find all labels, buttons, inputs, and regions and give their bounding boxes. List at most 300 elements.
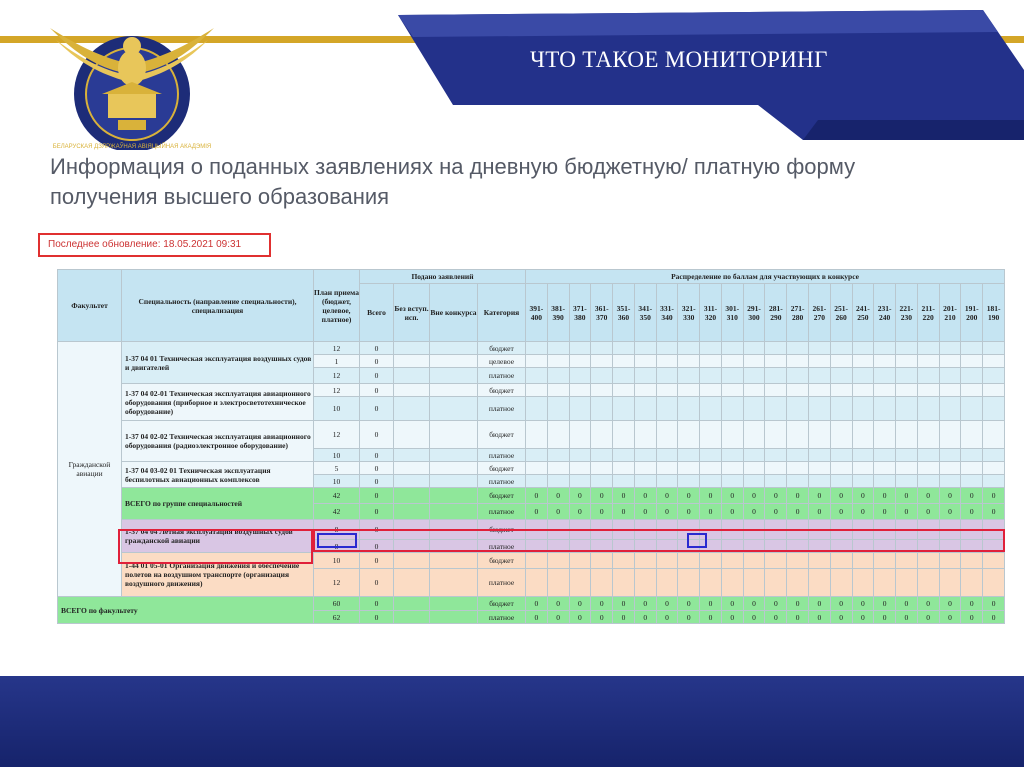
score-cell — [852, 449, 874, 462]
score-cell — [808, 397, 830, 421]
score-range-header: 391-400 — [526, 284, 548, 342]
score-cell — [526, 368, 548, 384]
score-range-header: 261-270 — [808, 284, 830, 342]
score-cell — [896, 384, 918, 397]
score-range-header: 211-220 — [917, 284, 939, 342]
score-cell: 0 — [896, 504, 918, 520]
plan-cell: 5 — [314, 462, 360, 475]
score-cell: 0 — [591, 488, 613, 504]
score-cell: 0 — [983, 611, 1005, 624]
score-cell — [526, 384, 548, 397]
col-category-header: Категория — [478, 284, 526, 342]
score-cell — [765, 355, 787, 368]
col-noexam-header: Без вступ. исп. — [394, 284, 430, 342]
score-cell — [591, 449, 613, 462]
score-cell — [613, 355, 635, 368]
score-cell — [569, 397, 591, 421]
score-cell — [852, 368, 874, 384]
specialty-cell: 1-37 04 02-02 Техническая эксплуатация авиационного оборудования (радиоэлектронное оборудование) — [122, 421, 314, 462]
score-cell — [721, 449, 743, 462]
score-range-header: 221-230 — [896, 284, 918, 342]
score-cell — [808, 355, 830, 368]
score-cell: 0 — [547, 611, 569, 624]
score-cell — [526, 462, 548, 475]
score-cell — [634, 553, 656, 569]
score-cell — [547, 449, 569, 462]
score-cell — [743, 368, 765, 384]
specialty-cell: ВСЕГО по группе специальностей — [122, 488, 314, 520]
score-cell — [787, 569, 809, 597]
plan-cell: 12 — [314, 421, 360, 449]
score-cell: 0 — [700, 597, 722, 611]
score-cell — [656, 397, 678, 421]
col-outside-header: Вне конкурса — [430, 284, 478, 342]
outside-cell — [430, 462, 478, 475]
score-cell — [983, 449, 1005, 462]
category-cell: бюджет — [478, 384, 526, 397]
header-banner — [398, 10, 1024, 140]
outside-cell — [430, 475, 478, 488]
score-cell — [939, 462, 961, 475]
score-cell — [591, 397, 613, 421]
score-cell — [678, 355, 700, 368]
score-cell — [678, 569, 700, 597]
score-cell — [808, 569, 830, 597]
score-cell: 0 — [939, 488, 961, 504]
score-cell — [939, 368, 961, 384]
footer-band — [0, 676, 1024, 767]
score-cell — [700, 355, 722, 368]
plan-cell: 10 — [314, 475, 360, 488]
score-cell — [983, 421, 1005, 449]
score-cell — [547, 569, 569, 597]
outside-cell — [430, 368, 478, 384]
score-cell — [656, 462, 678, 475]
score-cell — [961, 421, 983, 449]
score-cell — [787, 342, 809, 355]
category-cell: платное — [478, 569, 526, 597]
score-cell: 0 — [656, 597, 678, 611]
score-cell: 0 — [808, 611, 830, 624]
score-cell: 0 — [961, 597, 983, 611]
total-cell: 0 — [360, 449, 394, 462]
score-cell: 0 — [983, 504, 1005, 520]
heading-line-1: Информация о поданных заявлениях на дневную бюджетную/ платную форму — [50, 154, 856, 179]
highlight-row-box — [313, 529, 1005, 552]
score-cell — [808, 421, 830, 449]
score-cell — [721, 421, 743, 449]
score-cell — [656, 449, 678, 462]
score-cell — [613, 569, 635, 597]
score-cell — [613, 553, 635, 569]
score-cell — [852, 462, 874, 475]
emblem-text: БЕЛАРУСКАЯ ДЗЯРЖАЎНАЯ АВІЯЦЫЙНАЯ АКАДЭМІЯ — [52, 144, 212, 150]
score-cell — [547, 421, 569, 449]
score-cell — [613, 475, 635, 488]
outside-cell — [430, 384, 478, 397]
score-cell: 0 — [547, 504, 569, 520]
score-cell — [787, 368, 809, 384]
score-cell — [656, 421, 678, 449]
score-cell: 0 — [526, 597, 548, 611]
score-cell — [787, 397, 809, 421]
score-cell — [547, 368, 569, 384]
outside-cell — [430, 611, 478, 624]
score-cell: 0 — [613, 504, 635, 520]
score-cell: 0 — [591, 597, 613, 611]
score-cell — [808, 342, 830, 355]
plan-cell: 12 — [314, 368, 360, 384]
score-cell — [613, 342, 635, 355]
score-cell: 0 — [808, 488, 830, 504]
score-cell: 0 — [787, 597, 809, 611]
score-cell — [721, 569, 743, 597]
score-range-header: 271-280 — [787, 284, 809, 342]
col-specialty-header: Специальность (направление специальности), специализация — [122, 270, 314, 342]
score-cell — [917, 462, 939, 475]
plan-cell: 8 — [314, 520, 360, 540]
category-cell: целевое — [478, 355, 526, 368]
score-cell: 0 — [678, 597, 700, 611]
score-cell — [591, 355, 613, 368]
score-cell — [896, 569, 918, 597]
score-cell — [613, 421, 635, 449]
score-cell — [569, 475, 591, 488]
score-cell — [569, 355, 591, 368]
score-range-header: 331-340 — [656, 284, 678, 342]
score-cell — [830, 569, 852, 597]
score-cell — [961, 384, 983, 397]
score-cell — [743, 475, 765, 488]
score-cell — [896, 355, 918, 368]
score-cell — [874, 553, 896, 569]
score-cell — [613, 397, 635, 421]
score-cell — [830, 384, 852, 397]
noexam-cell — [394, 462, 430, 475]
score-cell — [613, 384, 635, 397]
score-cell — [700, 384, 722, 397]
score-cell: 0 — [591, 504, 613, 520]
score-cell — [896, 449, 918, 462]
score-cell — [526, 553, 548, 569]
score-cell: 0 — [852, 488, 874, 504]
table-row — [58, 384, 1005, 397]
category-cell: бюджет — [478, 488, 526, 504]
score-cell — [787, 449, 809, 462]
score-cell: 0 — [634, 597, 656, 611]
score-cell — [917, 553, 939, 569]
plan-cell: 10 — [314, 553, 360, 569]
score-cell — [874, 397, 896, 421]
score-cell — [830, 397, 852, 421]
score-cell — [547, 475, 569, 488]
score-cell: 0 — [874, 488, 896, 504]
score-cell — [721, 342, 743, 355]
score-cell — [917, 397, 939, 421]
category-cell: платное — [478, 475, 526, 488]
score-cell: 0 — [830, 611, 852, 624]
score-cell — [591, 553, 613, 569]
score-cell — [678, 462, 700, 475]
score-cell — [678, 368, 700, 384]
page-section-title: ЧТО ТАКОЕ МОНИТОРИНГ — [530, 47, 828, 72]
score-cell — [569, 553, 591, 569]
plan-cell: 1 — [314, 355, 360, 368]
score-cell — [787, 475, 809, 488]
score-cell: 0 — [874, 611, 896, 624]
score-cell — [678, 553, 700, 569]
score-range-header: 381-390 — [547, 284, 569, 342]
score-cell — [547, 342, 569, 355]
score-cell — [634, 462, 656, 475]
category-cell: платное — [478, 611, 526, 624]
score-cell — [547, 462, 569, 475]
score-cell: 0 — [874, 597, 896, 611]
category-cell: бюджет — [478, 597, 526, 611]
score-cell: 0 — [765, 611, 787, 624]
noexam-cell — [394, 397, 430, 421]
score-cell — [830, 368, 852, 384]
score-cell — [526, 342, 548, 355]
score-cell — [526, 421, 548, 449]
score-range-header: 201-210 — [939, 284, 961, 342]
score-cell — [961, 449, 983, 462]
score-cell — [787, 355, 809, 368]
score-cell — [721, 475, 743, 488]
score-cell — [526, 449, 548, 462]
score-cell — [569, 569, 591, 597]
score-cell — [961, 355, 983, 368]
score-cell: 0 — [743, 488, 765, 504]
outside-cell — [430, 342, 478, 355]
score-cell — [961, 342, 983, 355]
score-cell — [830, 553, 852, 569]
score-cell: 0 — [700, 611, 722, 624]
score-cell — [591, 462, 613, 475]
score-cell — [874, 462, 896, 475]
total-cell: 0 — [360, 355, 394, 368]
score-cell — [765, 384, 787, 397]
noexam-cell — [394, 475, 430, 488]
score-cell — [678, 384, 700, 397]
score-cell — [743, 342, 765, 355]
category-cell: платное — [478, 397, 526, 421]
score-cell — [983, 553, 1005, 569]
score-cell — [634, 368, 656, 384]
category-cell: платное — [478, 540, 526, 553]
score-cell: 0 — [743, 597, 765, 611]
score-cell — [874, 342, 896, 355]
score-cell — [613, 368, 635, 384]
noexam-cell — [394, 355, 430, 368]
score-cell — [678, 397, 700, 421]
score-cell — [678, 342, 700, 355]
score-cell — [743, 421, 765, 449]
score-cell — [808, 449, 830, 462]
score-cell: 0 — [721, 611, 743, 624]
specialty-cell: 1-37 04 01 Техническая эксплуатация воздушных судов и двигателей — [122, 342, 314, 384]
total-cell: 0 — [360, 520, 394, 540]
score-cell — [939, 449, 961, 462]
score-cell — [634, 397, 656, 421]
score-cell — [700, 421, 722, 449]
score-cell — [700, 397, 722, 421]
score-cell — [765, 342, 787, 355]
score-cell: 0 — [721, 488, 743, 504]
score-cell — [765, 553, 787, 569]
score-cell — [591, 384, 613, 397]
score-cell: 0 — [547, 488, 569, 504]
score-cell: 0 — [613, 597, 635, 611]
score-cell — [634, 384, 656, 397]
score-cell — [634, 475, 656, 488]
outside-cell — [430, 553, 478, 569]
total-cell: 0 — [360, 368, 394, 384]
noexam-cell — [394, 611, 430, 624]
noexam-cell — [394, 504, 430, 520]
score-cell — [961, 475, 983, 488]
score-cell: 0 — [569, 488, 591, 504]
category-cell: платное — [478, 368, 526, 384]
score-cell — [721, 553, 743, 569]
total-cell: 0 — [360, 462, 394, 475]
score-cell — [765, 421, 787, 449]
score-cell — [917, 449, 939, 462]
plan-cell: 12 — [314, 342, 360, 355]
score-cell — [983, 475, 1005, 488]
score-cell — [765, 449, 787, 462]
total-cell: 0 — [360, 384, 394, 397]
score-cell — [743, 355, 765, 368]
score-cell — [939, 569, 961, 597]
score-cell — [721, 397, 743, 421]
score-cell — [896, 397, 918, 421]
noexam-cell — [394, 384, 430, 397]
score-cell — [983, 368, 1005, 384]
score-cell — [721, 462, 743, 475]
score-cell — [961, 462, 983, 475]
score-cell — [939, 355, 961, 368]
score-cell: 0 — [787, 488, 809, 504]
score-cell: 0 — [917, 504, 939, 520]
score-cell: 0 — [830, 504, 852, 520]
score-cell — [765, 397, 787, 421]
total-cell: 0 — [360, 611, 394, 624]
score-cell — [743, 569, 765, 597]
score-cell — [678, 421, 700, 449]
score-cell — [917, 368, 939, 384]
table-row — [58, 421, 1005, 449]
total-cell: 0 — [360, 342, 394, 355]
score-cell — [983, 384, 1005, 397]
score-cell: 0 — [678, 504, 700, 520]
score-cell: 0 — [765, 488, 787, 504]
outside-cell — [430, 397, 478, 421]
score-cell — [939, 421, 961, 449]
specialty-cell: ВСЕГО по факультету — [58, 597, 314, 624]
score-cell: 0 — [743, 504, 765, 520]
score-cell: 0 — [939, 504, 961, 520]
applications-grid — [57, 269, 1005, 624]
score-cell — [983, 397, 1005, 421]
score-cell — [634, 421, 656, 449]
score-cell — [896, 342, 918, 355]
score-cell — [830, 475, 852, 488]
score-cell — [852, 384, 874, 397]
col-submitted-header: Подано заявлений — [360, 270, 526, 284]
score-cell: 0 — [591, 611, 613, 624]
score-cell: 0 — [983, 597, 1005, 611]
score-cell — [983, 569, 1005, 597]
score-cell: 0 — [526, 611, 548, 624]
page-heading — [50, 152, 1010, 212]
score-cell: 0 — [961, 488, 983, 504]
score-cell — [874, 449, 896, 462]
score-cell — [634, 449, 656, 462]
score-cell — [808, 462, 830, 475]
total-cell: 0 — [360, 421, 394, 449]
score-cell: 0 — [961, 504, 983, 520]
plan-cell: 42 — [314, 504, 360, 520]
score-cell — [896, 475, 918, 488]
score-cell: 0 — [917, 611, 939, 624]
score-cell — [917, 421, 939, 449]
score-cell — [852, 553, 874, 569]
category-cell: бюджет — [478, 553, 526, 569]
score-cell — [700, 475, 722, 488]
score-range-header: 321-330 — [678, 284, 700, 342]
score-cell: 0 — [808, 504, 830, 520]
category-cell: бюджет — [478, 342, 526, 355]
score-cell — [591, 421, 613, 449]
score-cell — [983, 342, 1005, 355]
score-cell — [961, 569, 983, 597]
specialty-cell: 1-44 01 05-01 Организация движения и обеспечение полетов на воздушном транспорте (организация воздушного движения) — [122, 553, 314, 597]
outside-cell — [430, 421, 478, 449]
score-cell — [874, 569, 896, 597]
score-cell: 0 — [678, 611, 700, 624]
score-cell — [613, 462, 635, 475]
score-cell — [700, 569, 722, 597]
score-cell — [765, 569, 787, 597]
score-cell: 0 — [787, 504, 809, 520]
outside-cell — [430, 504, 478, 520]
score-cell — [830, 449, 852, 462]
score-cell — [852, 397, 874, 421]
score-cell — [656, 569, 678, 597]
score-range-header: 281-290 — [765, 284, 787, 342]
score-cell — [852, 342, 874, 355]
score-cell: 0 — [808, 597, 830, 611]
outside-cell — [430, 449, 478, 462]
score-cell — [983, 355, 1005, 368]
score-cell — [830, 342, 852, 355]
score-cell: 0 — [896, 488, 918, 504]
score-cell — [634, 355, 656, 368]
plan-cell: 8 — [314, 540, 360, 553]
plan-cell: 12 — [314, 384, 360, 397]
score-cell — [591, 475, 613, 488]
score-cell — [830, 355, 852, 368]
plan-cell: 12 — [314, 569, 360, 597]
score-range-header: 191-200 — [961, 284, 983, 342]
table-row — [58, 488, 1005, 504]
highlight-specialty-box — [118, 529, 313, 564]
outside-cell — [430, 488, 478, 504]
score-cell — [743, 384, 765, 397]
score-cell — [896, 368, 918, 384]
heading-line-2: получения высшего образования — [50, 184, 390, 209]
